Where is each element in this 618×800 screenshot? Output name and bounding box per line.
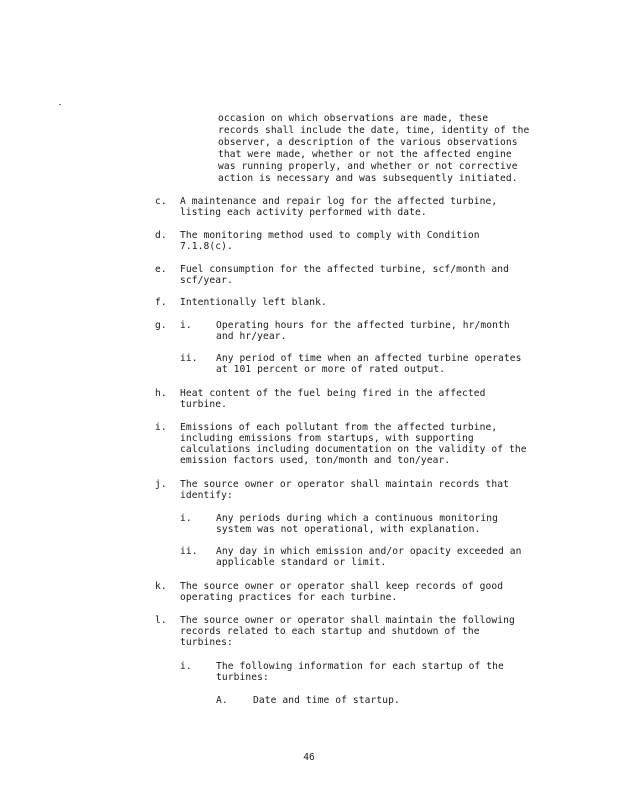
continuation-line: action is necessary and was subsequently initiated. <box>218 173 518 184</box>
continuation-line: records shall include the date, time, identity of the <box>218 125 530 136</box>
item-text-line: The source owner or operator shall keep records of good <box>180 581 504 592</box>
item-label: k. <box>155 581 167 592</box>
subitem-text-line: system was not operational, with explanation. <box>216 524 481 535</box>
subitem-label: i. <box>180 513 192 524</box>
item-text-line: turbine. <box>180 399 228 410</box>
continuation-line: was running properly, and whether or not corrective <box>218 161 518 172</box>
page-number: 46 <box>303 752 315 763</box>
item-text-line: The monitoring method used to comply with Condition <box>180 230 480 241</box>
item-text-line: 7.1.8(c). <box>180 241 233 252</box>
item-label: j. <box>155 479 167 490</box>
item-text-line: A maintenance and repair log for the affected turbine, <box>180 196 498 207</box>
item-text-line: Heat content of the fuel being fired in the affected <box>180 388 486 399</box>
item-label: h. <box>155 388 167 399</box>
item-text-line: calculations including documentation on the validity of the <box>180 444 527 455</box>
subitem-text-line: Any period of time when an affected turbine operates <box>216 353 522 364</box>
subitem-text-line: Operating hours for the affected turbine, hr/month <box>216 320 510 331</box>
continuation-line: occasion on which observations are made, these <box>218 113 489 124</box>
item-label: e. <box>155 264 167 275</box>
continuation-line: that were made, whether or not the affected engine <box>218 149 512 160</box>
subitem-text-line: turbines: <box>216 672 269 683</box>
subitem-text-line: Any day in which emission and/or opacity exceeded an <box>216 546 522 557</box>
item-text-line: including emissions from startups, with supporting <box>180 433 474 444</box>
subitem-text-line: applicable standard or limit. <box>216 557 387 568</box>
scan-speck <box>59 104 61 105</box>
item-label: g. <box>155 320 167 331</box>
item-text-line: operating practices for each turbine. <box>180 592 398 603</box>
subitem-label: i. <box>180 320 192 331</box>
continuation-line: observer, a description of the various observations <box>218 137 518 148</box>
item-text-line: Intentionally left blank. <box>180 297 327 308</box>
subitem-text-line: Date and time of startup. <box>253 695 400 706</box>
subitem-label: ii. <box>180 546 198 557</box>
item-label: c. <box>155 196 167 207</box>
subitem-text-line: The following information for each startup of the <box>216 661 504 672</box>
item-text-line: identify: <box>180 490 233 501</box>
subitem-label: A. <box>216 695 228 706</box>
item-text-line: scf/year. <box>180 275 233 286</box>
item-text-line: emission factors used, ton/month and ton/year. <box>180 455 451 466</box>
subitem-label: ii. <box>180 353 198 364</box>
item-label: i. <box>155 422 167 433</box>
item-text-line: Fuel consumption for the affected turbine, scf/month and <box>180 264 510 275</box>
item-label: f. <box>155 297 167 308</box>
item-text-line: turbines: <box>180 637 233 648</box>
item-text-line: listing each activity performed with date. <box>180 207 427 218</box>
item-label: l. <box>155 615 167 626</box>
subitem-text-line: Any periods during which a continuous monitoring <box>216 513 499 524</box>
subitem-text-line: and hr/year. <box>216 331 287 342</box>
item-text-line: Emissions of each pollutant from the affected turbine, <box>180 422 498 433</box>
item-text-line: The source owner or operator shall maintain records that <box>180 479 510 490</box>
item-label: d. <box>155 230 167 241</box>
item-text-line: records related to each startup and shutdown of the <box>180 626 480 637</box>
subitem-label: i. <box>180 661 192 672</box>
item-text-line: The source owner or operator shall maintain the following <box>180 615 515 626</box>
subitem-text-line: at 101 percent or more of rated output. <box>216 364 446 375</box>
